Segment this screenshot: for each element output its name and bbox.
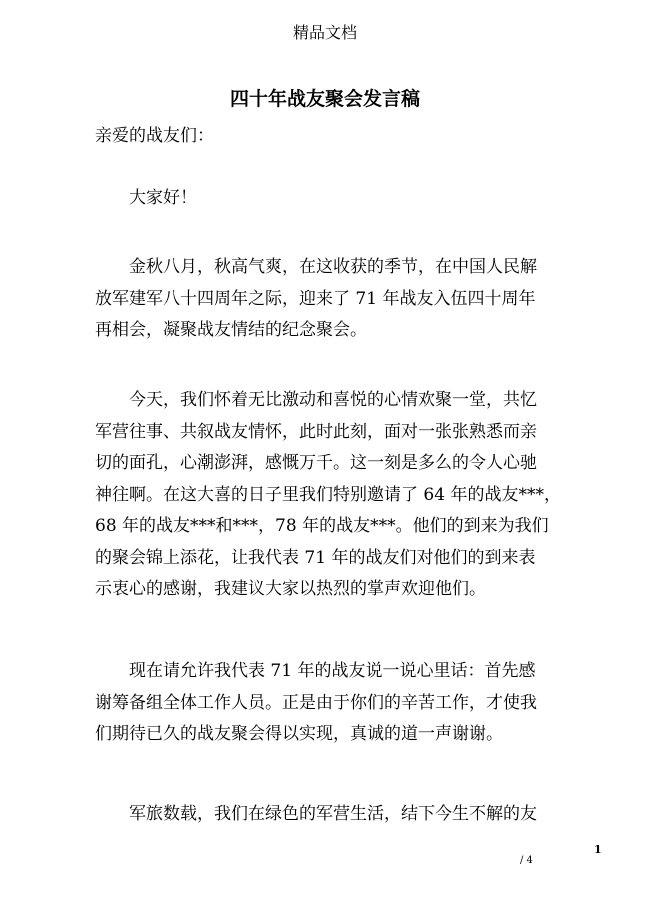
paragraph-line: 神往啊。在这大喜的日子里我们特别邀请了 64 年的战友***， bbox=[95, 484, 561, 505]
document-title: 四十年战友聚会发言稿 bbox=[229, 88, 420, 110]
greeting-paragraph bbox=[95, 183, 565, 215]
paragraph-line: 现在请允许我代表 71 年的战友说一说心里话：首先感 bbox=[95, 661, 536, 681]
paragraph-4 bbox=[95, 799, 565, 831]
paragraph-line: 切的面孔，心潮澎湃，感慨万千。这一刻是多么的令人心驰 bbox=[95, 453, 537, 473]
header-label: 精品文档 bbox=[292, 23, 357, 42]
paragraph-1 bbox=[95, 252, 565, 347]
paragraph-line: 谢筹备组全体工作人员。正是由于你们的辛苦工作，才使我 bbox=[95, 692, 537, 713]
paragraph-line: 示衷心的感谢，我建议大家以热烈的掌声欢迎他们。 bbox=[95, 579, 486, 599]
paragraph-line: 再相会，凝聚战友情结的纪念聚会。 bbox=[95, 320, 367, 340]
paragraph-line: 军营往事、共叙战友情怀，此时此刻，面对一张张熟悉而亲 bbox=[95, 421, 537, 442]
page-total: / 4 bbox=[520, 855, 533, 866]
paragraph-line: 金秋八月，秋高气爽，在这收获的季节，在中国人民解 bbox=[95, 257, 537, 277]
paragraph-line: 大家好！ bbox=[129, 188, 197, 208]
paragraph-3 bbox=[95, 656, 565, 751]
paragraph-line: 们期待已久的战友聚会得以实现，真诚的道一声谢谢。 bbox=[95, 724, 503, 744]
page-number: 1 bbox=[594, 843, 602, 856]
paragraph-line: 军旅数载，我们在绿色的军营生活，结下今生不解的友 bbox=[95, 804, 537, 824]
paragraph-line: 68 年的战友***和***，78 年的战友***。他们的到来为我们 bbox=[95, 516, 549, 536]
salutation: 亲爱的战友们： bbox=[95, 126, 214, 146]
paragraph-line: 今天，我们怀着无比激动和喜悦的心情欢聚一堂，共忆 bbox=[95, 390, 537, 410]
paragraph-line: 放军建军八十四周年之际，迎来了 71 年战友入伍四十周年 bbox=[95, 288, 536, 309]
paragraph-line: 的聚会锦上添花，让我代表 71 年的战友们对他们的到来表 bbox=[95, 547, 536, 568]
paragraph-2 bbox=[95, 385, 565, 606]
